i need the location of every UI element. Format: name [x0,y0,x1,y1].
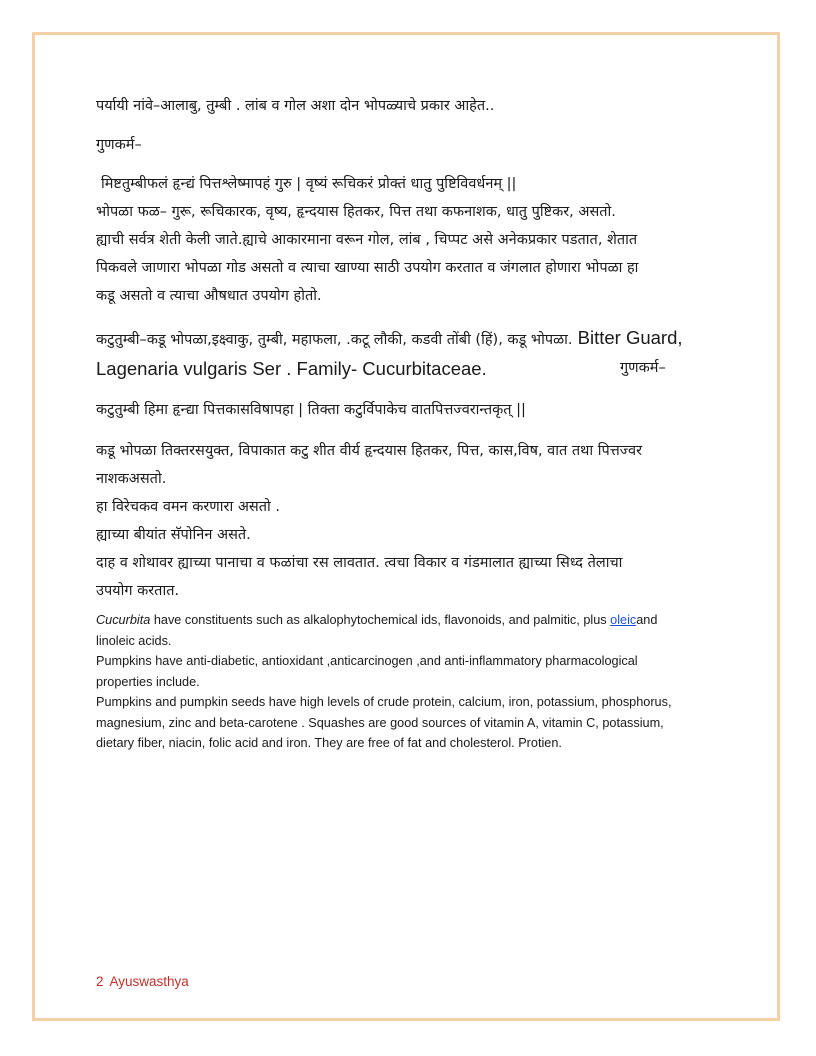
text-line: भोपळा फळ– गुरू, रूचिकारक, वृष्य, हृन्दयास हितकर, पित्त तथा कफनाशक, धातु पुष्टिकर, असतो. [96,204,616,220]
text-line: Pumpkins and pumpkin seeds have high levels of crude protein, calcium, iron, potassium, phosphorus, [96,695,672,709]
page-footer [96,974,189,989]
text-line: कडू भोपळा तिक्तरसयुक्त, विपाकात कटु शीत वीर्य हृन्दयास हितकर, पित्त, कास,विष, वात तथा पित्तज्वर [96,443,643,459]
text-line: magnesium, zinc and beta-carotene . Squashes are good sources of vitamin A, vitamin C, potassium, [96,715,664,730]
text-span: have constituents such as alkalophytochemical ids, flavonoids, and palmitic, plus [150,613,611,627]
sweet-pumpkin-section [96,172,726,309]
text-line: पिकवले जाणारा भोपळा गोड असतो व त्याचा खाण्या साठी उपयोग करतात व जंगलात होणारा भोपळा हा [96,260,639,276]
text-line: dietary fiber, niacin, folic acid and iron. They are free of fat and cholesterol. Protien. [96,736,562,750]
text-line: नाशकअसतो. [96,471,167,487]
english-name: Bitter Guard, [572,327,683,348]
botanical-line [96,356,726,384]
text-line: हा विरेचकव वमन करणारा असतो . [96,499,280,515]
bitter-gourd-section [96,325,726,384]
gunakarma-label: गुणकर्म– [620,360,666,376]
english-notes [96,610,726,754]
text-line: ह्याच्या बीयांत सॅपोनिन असते. [96,527,251,543]
bitter-shloka: कटुतुम्बी हिमा हृन्द्या पित्तकासविषापहा | तिक्ता कटुर्विपाकेच वातपित्तज्वरान्तकृत् || [96,402,526,418]
names-line [96,325,726,353]
marathi-names: कटुतुम्बी–कडू भोपळा,इक्ष्वाकु, तुम्बी, महाफला, .कटू लौकी, कडवी तोंबी (हिं), कडू भोपळा. [96,332,573,348]
text-line: दाह व शोथावर ह्याच्या पानाचा व फळांचा रस लावतात. त्वचा विकार व गंडमालात ह्याच्या सिध्द तेलाचा [96,555,623,571]
constituents-line [96,610,726,631]
synonyms-paragraph: पर्यायी नांवे–आलाबु, तुम्बी . लांब व गोल अशा दोन भोपळ्याचे प्रकार आहेत.. [96,98,495,114]
text-line: linoleic acids. [96,633,172,648]
document-body [96,94,726,754]
footer-title: Ayuswasthya [109,974,189,989]
text-line: ह्याची सर्वत्र शेती केली जाते.ह्याचे आकारमाना वरून गोल, लांब , चिप्पट असे अनेकप्रकार पडतात, शेतात [96,232,638,248]
gunakarma-heading: गुणकर्म– [96,137,142,153]
text-line: Pumpkins have anti-diabetic, antioxidant ,anticarcinogen ,and anti-inflammatory pharmacological [96,654,638,668]
text-span: and [636,613,658,627]
text-line: properties include. [96,674,200,689]
oleic-link[interactable]: oleic [610,613,637,627]
page-number: 2 [96,974,104,989]
bitter-properties-section [96,439,726,604]
genus-name: Cucurbita [96,613,151,627]
text-line: कडू असतो व त्याचा औषधात उपयोग होतो. [96,288,322,304]
text-line: उपयोग करतात. [96,583,180,599]
botanical-name: Lagenaria vulgaris Ser . Family- Cucurbitaceae. [96,358,487,379]
shloka-line: मिष्टतुम्बीफलं हृन्द्यं पित्तश्लेष्मापहं गुरु | वृष्यं रूचिकरं प्रोक्तं धातु पुष्टिविवर्धनम् || [101,176,517,192]
